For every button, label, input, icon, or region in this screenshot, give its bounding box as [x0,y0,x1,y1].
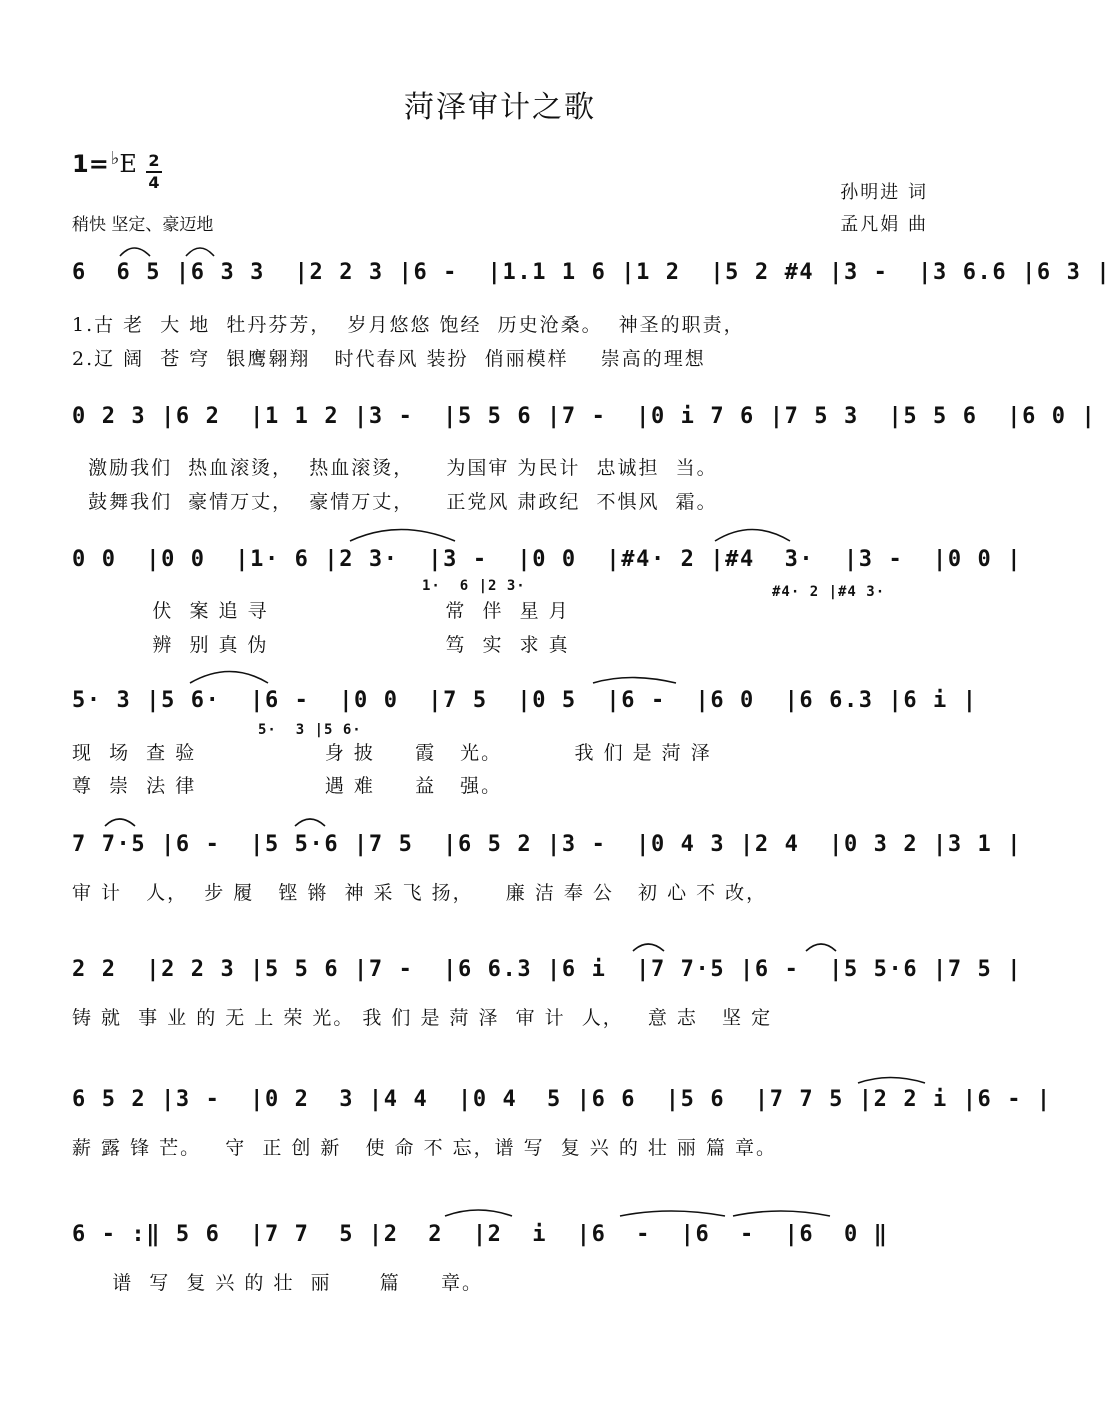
slur [445,1210,512,1216]
notation: 0 0 |0 0 |1· 6 |2 3· |3 - |0 0 |#4· 2 |#4 3· |3 - |0 0 | [72,547,1023,572]
lyric-line: 铸 就 事 业 的 无 上 荣 光。 我 们 是 菏 泽 审 计 人， 意 志 坚 定 [72,1007,773,1029]
lyric-line: 激励我们 热血滚烫， 热血滚烫， 为国审 为民计 忠诚担 当。 [72,457,718,479]
meter-top: 2 [148,151,160,170]
notation: 2 2 |2 2 3 |5 5 6 |7 - |6 6.3 |6 i |7 7·5 |6 - |5 5·6 |7 5 | [72,957,1023,982]
slur [633,944,664,951]
second-voice-part: 5· 3 |5 6· [258,722,362,738]
second-voice-part: #4· 2 |#4 3· [772,584,886,600]
notation: 7 7·5 |6 - |5 5·6 |7 5 |6 5 2 |3 - |0 4 3 |2 4 |0 3 2 |3 1 | [72,832,1023,857]
lyric-line: 现 场 查 验 身 披 霞 光。 我 们 是 菏 泽 [72,742,712,764]
slur [733,1211,830,1216]
meter-bottom: 4 [148,173,160,192]
slur [715,530,790,542]
tempo-marking: 稍快 坚定、豪迈地 [72,215,214,235]
lyric-line: 伏 案 追 寻 常 伴 星 月 [72,600,570,622]
slur [186,248,214,256]
slur [350,530,455,542]
notation: 6 - :‖ 5 6 |7 7 5 |2 2 |2 i |6 - |6 - |6 0 ‖ [72,1222,889,1247]
slur [295,819,325,826]
slur [120,248,150,256]
lyric-line: 尊 崇 法 律 遇 难 益 强。 [72,775,503,797]
key-tonic: E [119,150,137,178]
song-title: 菏泽审计之歌 [404,90,596,125]
slur [620,1211,725,1216]
slur [190,672,268,684]
lyric-line: 2.辽 阔 苍 穹 银鹰翱翔 时代春风 装扮 俏丽模样 崇高的理想 [72,348,706,370]
notation: 5· 3 |5 6· |6 - |0 0 |7 5 |0 5 |6 - |6 0 |6 6.3 |6 i | [72,688,978,713]
lyric-line: 薪 露 锋 芒。 守 正 创 新 使 命 不 忘，谱 写 复 兴 的 壮 丽 篇 章。 [72,1137,777,1159]
notation: 6 5 2 |3 - |0 2 3 |4 4 |0 4 5 |6 6 |5 6 |7 7 5 |2 2 i |6 - | [72,1087,1052,1112]
notation: 6 6 5 |6 3 3 |2 2 3 |6 - |1.1 1 6 |1 2 |5 2 #4 |3 - |3 6.6 |6 3 | [72,260,1111,285]
lyric-line: 谱 写 复 兴 的 壮 丽 篇 章。 [72,1272,483,1294]
lyric-line: 鼓舞我们 豪情万丈， 豪情万丈， 正党风 肃政纪 不惧风 霜。 [72,491,718,513]
slur [806,944,836,951]
slur [593,678,676,684]
lyric-line: 1.古 老 大 地 牡丹芬芳， 岁月悠悠 饱经 历史沧桑。 神圣的职责， [72,314,745,336]
key-do: 1= [72,150,109,178]
notation: 0 2 3 |6 2 |1 1 2 |3 - |5 5 6 |7 - |0 i 7 6 |7 5 3 |5 5 6 |6 0 | [72,404,1097,429]
lyric-line: 审 计 人， 步 履 铿 锵 神 采 飞 扬， 廉 洁 奉 公 初 心 不 改， [72,882,768,904]
slur [105,819,135,826]
composer-credit: 孟凡娟 曲 [840,214,928,235]
lyricist-credit: 孙明进 词 [840,182,928,203]
lyric-line: 辨 别 真 伪 笃 实 求 真 [72,634,570,656]
second-voice-part: 1· 6 |2 3· [422,578,526,594]
slur [858,1078,925,1084]
flat-sign: ♭ [110,148,120,169]
